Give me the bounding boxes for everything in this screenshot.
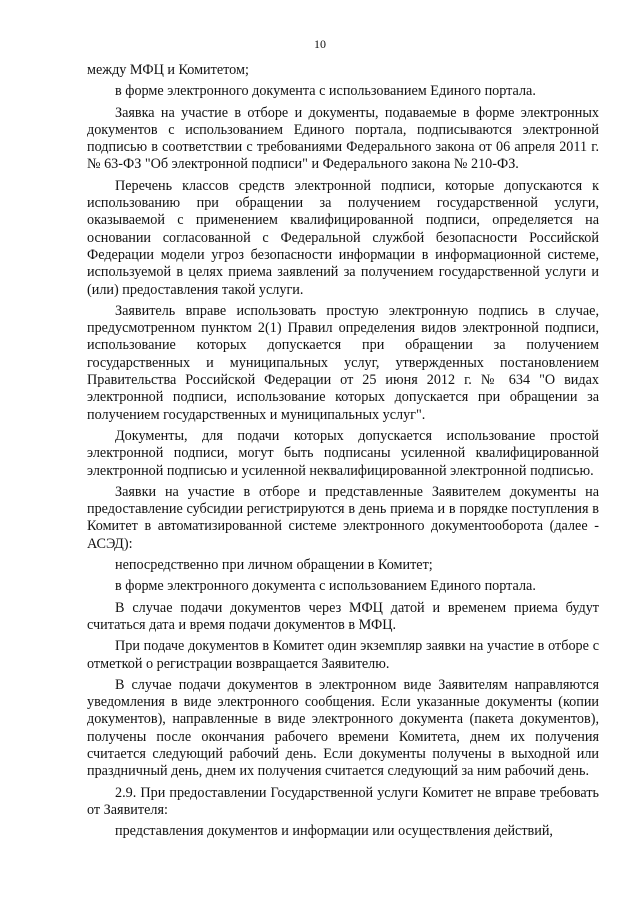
paragraph-9: в форме электронного документа с использованием Единого портала. <box>115 578 536 595</box>
paragraph-7: Заявки на участие в отборе и представленные Заявителем документы на предоставление субсидии регистрируются в день приема и в порядке поступления в Комитет в автоматизированной системе электронного документооборота (далее - АСЭД): <box>87 483 599 552</box>
paragraph-8: непосредственно при личном обращении в Комитет; <box>115 557 433 574</box>
document-body <box>87 62 599 844</box>
page-number: 10 <box>314 37 326 51</box>
paragraph-6: Документы, для подачи которых допускается использование простой электронной подписи, могут быть подписаны усиленной квалифицированной электронной подписью и усиленной неквалифицированной электронной подписью. <box>87 427 599 479</box>
paragraph-10: В случае подачи документов через МФЦ датой и временем приема будут считаться дата и время подачи документов в МФЦ. <box>87 599 599 633</box>
paragraph-1: между МФЦ и Комитетом; <box>87 62 249 78</box>
paragraph-5: Заявитель вправе использовать простую электронную подпись в случае, предусмотренном пунктом 2(1) Правил определения видов электронной подписи, использование которых допускается при обращении за получением государственных и муниципальных услуг, утвержденных постановлением Правительства Российской Федерации от 25 июня 2012 г. № 634 "О видах электронной подписи, использование которых допускается при обращении за получением государственных и муниципальных услуг". <box>87 302 599 423</box>
paragraph-3: Заявка на участие в отборе и документы, подаваемые в форме электронных документов с использованием Единого портала, подписываются электронной подписью в соответствии с требованиями Федерального закона от 06 апреля 2011 г. № 63-ФЗ "Об электронной подписи" и Федерального закона № 210-ФЗ. <box>87 104 599 173</box>
paragraph-4: Перечень классов средств электронной подписи, которые допускаются к использованию при обращении за получением государственной услуги, оказываемой с применением квалифицированной подписи, определяется на основании согласованной с Федеральной службой безопасности Российской Федерации модели угроз безопасности информации в информационной системе, используемой в целях приема заявлений за получением государственной услуги и (или) предоставления такой услуги. <box>87 177 599 298</box>
paragraph-2: в форме электронного документа с использованием Единого портала. <box>115 83 536 100</box>
paragraph-11: При подаче документов в Комитет один экземпляр заявки на участие в отборе с отметкой о регистрации возвращается Заявителю. <box>87 638 599 672</box>
paragraph-13: 2.9. При предоставлении Государственной услуги Комитет не вправе требовать от Заявителя: <box>87 784 599 818</box>
paragraph-14: представления документов и информации или осуществления действий, <box>115 823 553 840</box>
paragraph-12: В случае подачи документов в электронном виде Заявителям направляются уведомления в виде электронного сообщения. Если указанные документы (копии документов), направленные в виде электронного документа (пакета документов), получены после окончания рабочего времени Комитета, днем их получения считается следующий рабочий день. Если документы получены в выходной или праздничный день, днем их получения считается следующий за ним рабочий день. <box>87 676 599 780</box>
